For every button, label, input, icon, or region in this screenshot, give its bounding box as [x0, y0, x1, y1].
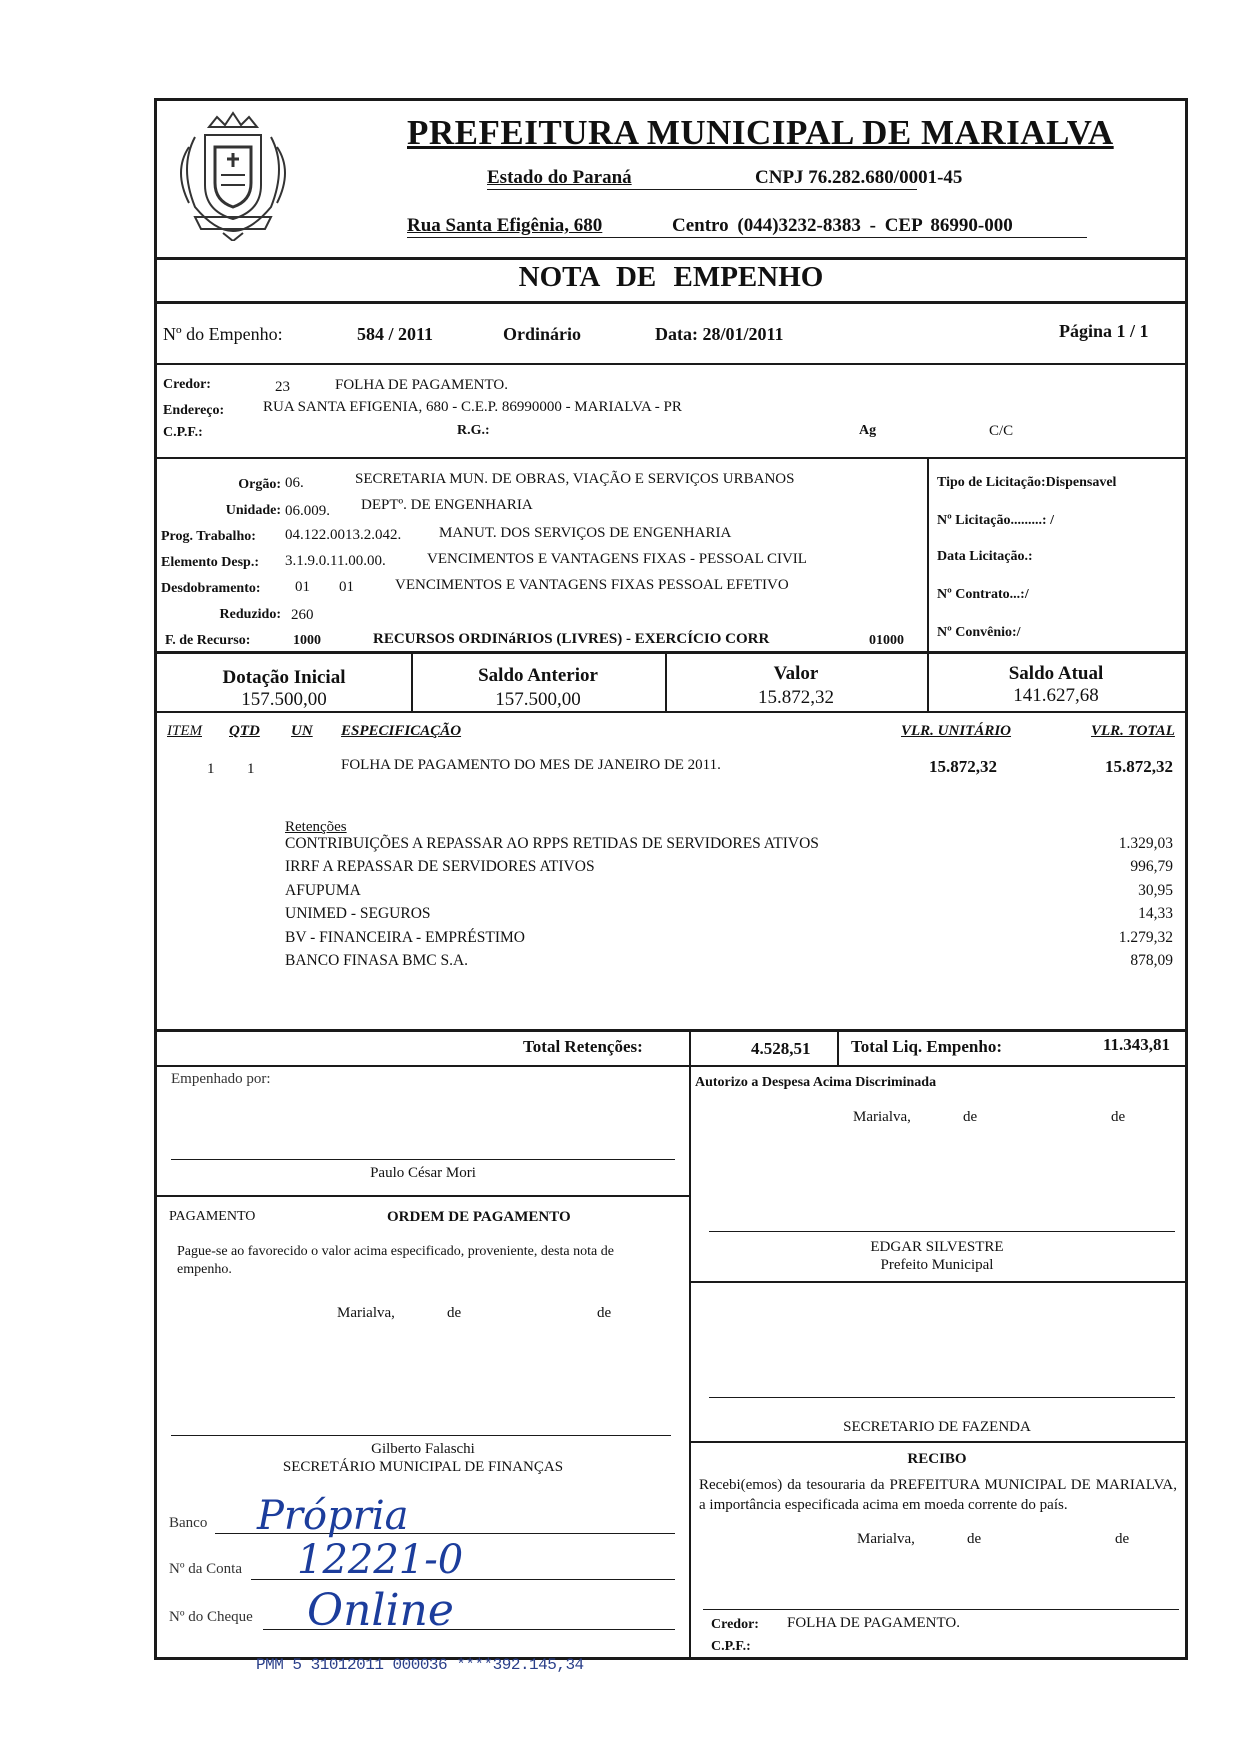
col-un: UN — [291, 723, 313, 739]
col-total: VLR. TOTAL — [1091, 723, 1175, 739]
ordem-label: ORDEM DE PAGAMENTO — [387, 1209, 571, 1225]
retencao-desc: AFUPUMA — [285, 881, 361, 899]
rec-label: F. de Recurso: — [165, 633, 251, 648]
header-address: Centro (044)3232-8383 - CEP 86990-000 — [672, 215, 1013, 236]
pagamento-de1: de — [447, 1305, 462, 1321]
fazenda-label: SECRETARIO DE FAZENDA — [843, 1419, 1031, 1435]
autorizo-city: Marialva, — [853, 1109, 911, 1125]
licitacao-convenio: Nº Convênio:/ — [937, 625, 1021, 640]
red-code: 260 — [291, 607, 314, 623]
empenhado-label: Empenhado por: — [171, 1071, 271, 1087]
credor-name: FOLHA DE PAGAMENTO. — [335, 377, 508, 393]
retencao-desc: IRRF A REPASSAR DE SERVIDORES ATIVOS — [285, 858, 595, 876]
retencao-desc: CONTRIBUIÇÕES A REPASSAR AO RPPS RETIDAS DE SERVIDORES ATIVOS — [285, 835, 819, 852]
banco-handwritten: Própria — [257, 1493, 409, 1539]
dotacao-value: 157.500,00 — [241, 689, 327, 710]
saldo-anterior-label: Saldo Anterior — [478, 665, 598, 686]
recibo-credor-value: FOLHA DE PAGAMENTO. — [787, 1615, 960, 1631]
endereco-label: Endereço: — [163, 403, 225, 418]
retencao-desc: UNIMED - SEGUROS — [285, 905, 431, 923]
empenhado-name: Paulo César Mori — [370, 1165, 476, 1181]
col-item: ITEM — [167, 723, 202, 739]
row-qtd: 1 — [247, 761, 255, 777]
retencao-row — [285, 882, 1173, 905]
retencao-row — [285, 905, 1173, 928]
empenho-label: Nº do Empenho: — [163, 324, 283, 344]
banco-label: Banco — [169, 1515, 208, 1531]
retencao-desc: BV - FINANCEIRA - EMPRÉSTIMO — [285, 928, 525, 946]
red-label: Reduzido: — [219, 607, 281, 622]
desd-desc: VENCIMENTOS E VANTAGENS FIXAS PESSOAL EFETIVO — [395, 577, 789, 593]
coat-of-arms-icon — [165, 107, 301, 241]
prog-label: Prog. Trabalho: — [161, 529, 256, 544]
total-liq-value: 11.343,81 — [1103, 1035, 1171, 1054]
empenho-date: Data: 28/01/2011 — [655, 324, 784, 344]
doc-title: NOTA DE EMPENHO — [518, 261, 824, 293]
rec-num: 01000 — [869, 633, 904, 648]
retencoes-title: Retenções — [285, 819, 347, 835]
elem-code: 3.1.9.0.11.00.00. — [285, 553, 386, 569]
dotacao-label: Dotação Inicial — [222, 667, 346, 688]
autorizo-de2: de — [1111, 1109, 1126, 1125]
recibo-text: Recebi(emos) da tesouraria da PREFEITURA MUNICIPAL DE MARIALVA, a importância especificada acima em moeda corrente do país. — [699, 1477, 1177, 1513]
header-title: PREFEITURA MUNICIPAL DE MARIALVA — [407, 113, 1114, 152]
saldo-atual-value: 141.627,68 — [1013, 685, 1099, 706]
autorizo-de1: de — [963, 1109, 978, 1125]
valor-label: Valor — [773, 663, 819, 684]
valor-value: 15.872,32 — [758, 687, 834, 708]
fin-role: SECRETÁRIO MUNICIPAL DE FINANÇAS — [282, 1459, 564, 1475]
cheque-handwritten: Online — [307, 1585, 454, 1636]
elem-label: Elemento Desp.: — [161, 555, 259, 570]
credor-label: Credor: — [163, 377, 211, 392]
prefeito-name: EDGAR SILVESTRE — [870, 1239, 1004, 1255]
empenho-type: Ordinário — [503, 324, 582, 344]
ag-label: Ag — [859, 423, 877, 438]
elem-desc: VENCIMENTOS E VANTAGENS FIXAS - PESSOAL CIVIL — [427, 551, 807, 567]
desd-label: Desdobramento: — [161, 581, 261, 596]
prog-code: 04.122.0013.2.042. — [285, 527, 402, 543]
retencao-value: 14,33 — [1138, 905, 1173, 923]
recibo-credor-label: Credor: — [711, 1617, 759, 1632]
row-spec: FOLHA DE PAGAMENTO DO MES DE JANEIRO DE 2011. — [341, 757, 721, 773]
empenho-number: 584 / 2011 — [357, 324, 434, 344]
orgao-desc: SECRETARIA MUN. DE OBRAS, VIAÇÃO E SERVIÇOS URBANOS — [355, 471, 795, 487]
orgao-code: 06. — [285, 475, 304, 491]
retencoes-list — [285, 835, 1173, 975]
row-unit: 15.872,32 — [929, 757, 997, 776]
retencao-value: 878,09 — [1130, 951, 1173, 969]
pagamento-de2: de — [597, 1305, 612, 1321]
retencao-value: 1.279,32 — [1118, 928, 1173, 946]
nota-de-empenho-document — [154, 98, 1188, 1660]
prog-desc: MANUT. DOS SERVIÇOS DE ENGENHARIA — [439, 525, 732, 541]
row-item: 1 — [207, 761, 215, 777]
col-spec: ESPECIFICAÇÃO — [341, 723, 462, 739]
licitacao-numero: Nº Licitação.........: / — [937, 513, 1054, 528]
authentication-stamp: PMM 5 31012011 000036 ****392.145,34 — [256, 1656, 584, 1674]
retencao-row — [285, 952, 1173, 975]
row-total: 15.872,32 — [1105, 757, 1173, 776]
licitacao-contrato: Nº Contrato...:/ — [937, 587, 1029, 602]
pague-text: Pague-se ao favorecido o valor acima especificado, proveniente, desta nota de empenho. — [177, 1244, 614, 1277]
retencao-value: 30,95 — [1138, 881, 1173, 899]
recibo-label: RECIBO — [907, 1451, 967, 1467]
col-unit: VLR. UNITÁRIO — [901, 723, 1012, 739]
cheque-label: Nº do Cheque — [169, 1609, 253, 1625]
retencao-row — [285, 929, 1173, 952]
header-cnpj: CNPJ 76.282.680/0001-45 — [755, 167, 963, 188]
cpf-label: C.P.F.: — [163, 425, 203, 440]
recibo-de1: de — [967, 1531, 982, 1547]
recibo-de2: de — [1115, 1531, 1130, 1547]
unidade-desc: DEPTº. DE ENGENHARIA — [361, 497, 533, 513]
rec-desc: RECURSOS ORDINáRIOS (LIVRES) - EXERCÍCIO CORR — [373, 631, 770, 647]
retencao-desc: BANCO FINASA BMC S.A. — [285, 951, 469, 969]
total-liq-label: Total Liq. Empenho: — [851, 1037, 1002, 1056]
unidade-code: 06.009. — [285, 503, 330, 519]
total-retencoes-label: Total Retenções: — [523, 1037, 643, 1056]
cc-label: C/C — [989, 423, 1014, 439]
empenho-page: Página 1 / 1 — [1059, 321, 1149, 341]
desd-code2: 01 — [339, 579, 354, 595]
conta-handwritten: 12221-0 — [297, 1537, 464, 1583]
saldo-atual-label: Saldo Atual — [1008, 663, 1104, 684]
credor-code: 23 — [275, 379, 290, 395]
saldo-anterior-value: 157.500,00 — [495, 689, 581, 710]
rec-code: 1000 — [293, 633, 321, 648]
pagamento-label: PAGAMENTO — [169, 1209, 256, 1224]
rg-label: R.G.: — [457, 423, 490, 438]
retencao-value: 1.329,03 — [1118, 835, 1173, 852]
fin-name: Gilberto Falaschi — [371, 1441, 475, 1457]
unidade-label: Unidade: — [225, 503, 281, 518]
retencao-row — [285, 858, 1173, 881]
col-qtd: QTD — [229, 723, 260, 739]
orgao-label: Orgão: — [238, 477, 281, 492]
recibo-cpf-label: C.P.F.: — [711, 1639, 751, 1654]
desd-code1: 01 — [295, 579, 310, 595]
retencao-row — [285, 835, 1173, 858]
conta-label: Nº da Conta — [169, 1561, 242, 1577]
recibo-city: Marialva, — [857, 1531, 915, 1547]
autorizo-label: Autorizo a Despesa Acima Discriminada — [695, 1075, 937, 1090]
prefeito-role: Prefeito Municipal — [880, 1257, 994, 1273]
pagamento-city: Marialva, — [337, 1305, 395, 1321]
header-street: Rua Santa Efigênia, 680 — [407, 215, 603, 236]
licitacao-data: Data Licitação.: — [937, 549, 1033, 564]
retencao-value: 996,79 — [1130, 858, 1173, 876]
header-state: Estado do Paraná — [487, 167, 632, 188]
licitacao-tipo: Tipo de Licitação:Dispensavel — [937, 475, 1117, 490]
credor-address: RUA SANTA EFIGENIA, 680 - C.E.P. 86990000 - MARIALVA - PR — [263, 399, 682, 415]
total-retencoes-value: 4.528,51 — [751, 1039, 811, 1058]
